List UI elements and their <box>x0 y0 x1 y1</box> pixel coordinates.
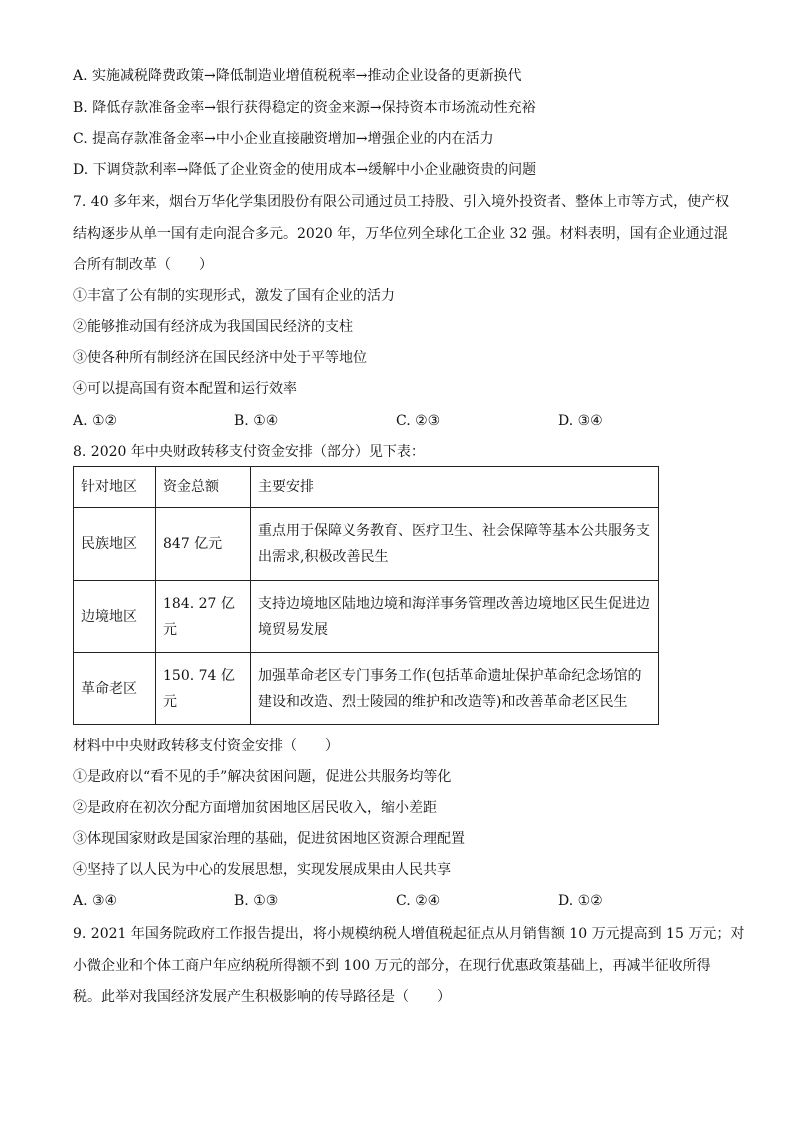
q8-choice-b: B. ①③ <box>234 893 279 909</box>
q7-statement-1: ①丰富了公有制的实现形式，激发了国有企业的活力 <box>73 288 395 304</box>
table-row <box>74 508 659 581</box>
cell-amount: 847 亿元 <box>156 508 251 581</box>
cell-arrangement: 支持边境地区陆地边境和海洋事务管理改善边境地区民生促进边境贸易发展 <box>251 581 659 653</box>
q7-statement-2: ②能够推动国有经济成为我国国民经济的支柱 <box>73 319 353 335</box>
q8-statement-2: ②是政府在初次分配方面增加贫困地区居民收入，缩小差距 <box>73 800 437 816</box>
q6-option-b: B. 降低存款准备金率→银行获得稳定的资金来源→保持资本市场流动性充裕 <box>73 100 536 116</box>
q8-choice-a: A. ③④ <box>73 893 118 909</box>
cell-amount: 184. 27 亿元 <box>156 581 251 653</box>
cell-amount: 150. 74 亿元 <box>156 653 251 725</box>
q8-statement-1: ①是政府以“看不见的手”解决贫困问题，促进公共服务均等化 <box>73 769 452 785</box>
header-region: 针对地区 <box>74 467 156 508</box>
table-header-row <box>74 467 659 508</box>
q9-stem-line-1: 9. 2021 年国务院政府工作报告提出，将小规模纳税人增值税起征点从月销售额 10 万元提高到 15 万元；对 <box>73 926 745 942</box>
q7-choice-b: B. ①④ <box>234 413 279 429</box>
q7-choice-c: C. ②③ <box>396 413 441 429</box>
q8-statement-4: ④坚持了以人民为中心的发展思想，实现发展成果由人民共享 <box>73 862 451 878</box>
q7-stem-line-3: 合所有制改革（ ） <box>73 257 213 273</box>
q9-stem-line-3: 税。此举对我国经济发展产生积极影响的传导路径是（ ） <box>73 989 451 1005</box>
q6-option-c: C. 提高存款准备金率→中小企业直接融资增加→增强企业的内在活力 <box>73 131 494 147</box>
q7-choice-d: D. ③④ <box>558 413 603 429</box>
q8-question: 材料中中央财政转移支付资金安排（ ） <box>73 738 339 754</box>
transfer-payment-table <box>73 466 659 725</box>
cell-arrangement: 重点用于保障义务教育、医疗卫生、社会保障等基本公共服务支出需求,积极改善民生 <box>251 508 659 581</box>
q8-choice-d: D. ①② <box>558 893 603 909</box>
table-row <box>74 653 659 725</box>
q6-option-a: A. 实施减税降费政策→降低制造业增值税税率→推动企业设备的更新换代 <box>73 68 522 84</box>
q7-stem-line-2: 结构逐步从单一国有走向混合多元。2020 年，万华位列全球化工企业 32 强。材料表明，国有企业通过混 <box>73 226 728 242</box>
q6-option-d: D. 下调贷款利率→降低了企业资金的使用成本→缓解中小企业融资贵的问题 <box>73 162 537 178</box>
header-amount: 资金总额 <box>156 467 251 508</box>
cell-region: 革命老区 <box>74 653 156 725</box>
cell-region: 民族地区 <box>74 508 156 581</box>
q7-statement-4: ④可以提高国有资本配置和运行效率 <box>73 381 297 397</box>
q8-stem: 8. 2020 年中央财政转移支付资金安排（部分）见下表： <box>73 444 425 460</box>
q7-choice-a: A. ①② <box>73 413 118 429</box>
q9-stem-line-2: 小微企业和个体工商户年应纳税所得额不到 100 万元的部分，在现行优惠政策基础上，再减半征收所得 <box>73 958 711 974</box>
header-arrangement: 主要安排 <box>251 467 659 508</box>
table-row <box>74 581 659 653</box>
q7-stem-line-1: 7. 40 多年来，烟台万华化学集团股份有限公司通过员工持股、引入境外投资者、整体上市等方式，使产权 <box>73 194 730 210</box>
cell-region: 边境地区 <box>74 581 156 653</box>
q8-choice-c: C. ②④ <box>396 893 441 909</box>
cell-arrangement: 加强革命老区专门事务工作(包括革命遗址保护革命纪念场馆的建设和改造、烈士陵园的维护和改造等)和改善革命老区民生 <box>251 653 659 725</box>
q8-statement-3: ③体现国家财政是国家治理的基础，促进贫困地区资源合理配置 <box>73 831 465 847</box>
q7-statement-3: ③使各种所有制经济在国民经济中处于平等地位 <box>73 350 367 366</box>
